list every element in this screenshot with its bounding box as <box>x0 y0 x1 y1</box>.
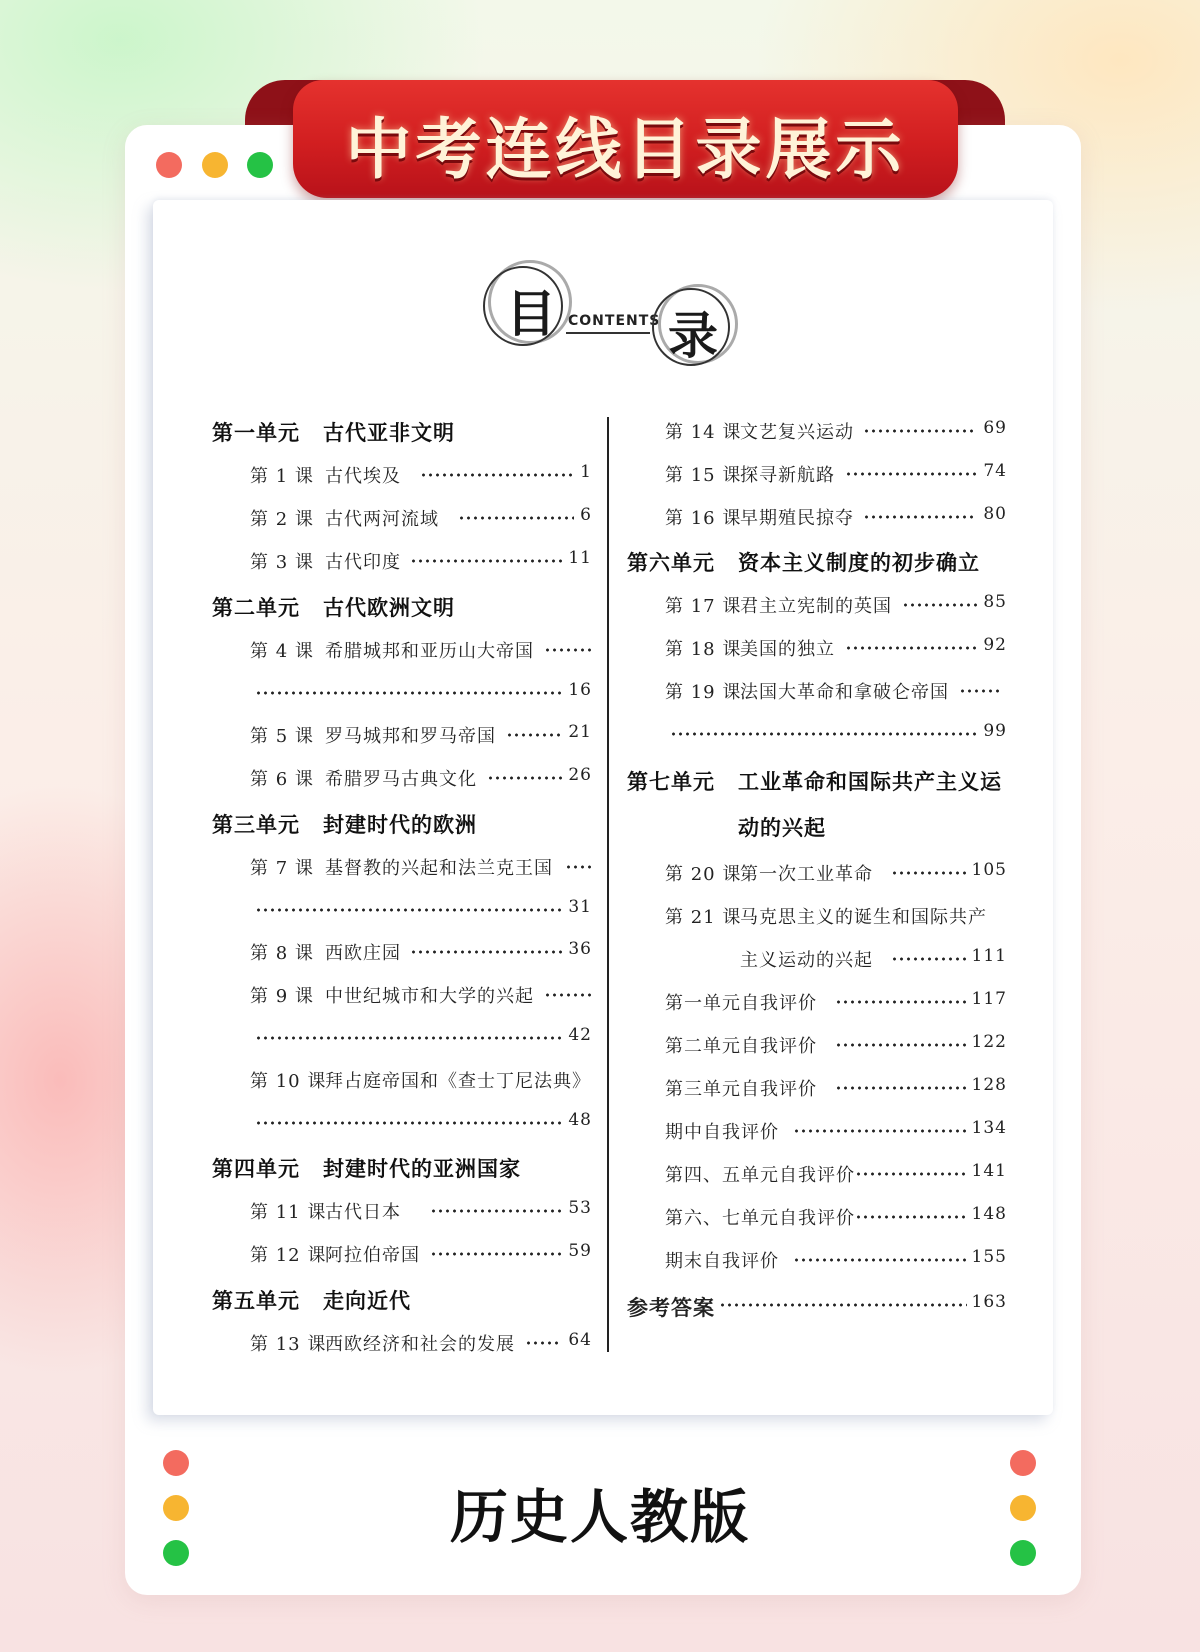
page-number: 1 <box>580 462 592 482</box>
banner-title: 中考连线目录展示 <box>345 111 906 188</box>
unit-label: 第二单元 <box>212 596 300 620</box>
page-number: 117 <box>971 989 1007 1009</box>
logo-char-lu: 录 <box>668 307 718 365</box>
page-number: 105 <box>971 860 1007 880</box>
dot-leader <box>255 908 562 912</box>
unit-title: 走向近代 <box>323 1289 411 1313</box>
lesson-number: 第 17 课 <box>665 596 742 617</box>
unit-label: 第四单元 <box>212 1157 300 1181</box>
logo-char-mu: 目 <box>506 285 556 343</box>
unit-2-heading <box>212 592 455 622</box>
lesson-title: 中世纪城市和大学的兴起 <box>325 986 534 1007</box>
unit-label: 第六单元 <box>627 551 715 575</box>
page-number: 92 <box>983 635 1007 655</box>
dot-leader <box>506 733 562 737</box>
page-number: 42 <box>568 1025 592 1045</box>
unit-title: 封建时代的亚洲国家 <box>323 1157 521 1181</box>
toc-entry-lesson-19-cont[interactable] <box>670 721 1007 747</box>
toc-entry-lesson-4-cont[interactable] <box>255 680 592 706</box>
lesson-number: 第 7 课 <box>250 858 314 879</box>
page-number: 85 <box>983 592 1007 612</box>
eval-title: 期末自我评价 <box>665 1251 779 1272</box>
eval-title: 第二单元自我评价 <box>665 1036 817 1057</box>
toc-entry-eval-1[interactable] <box>665 989 1007 1015</box>
unit-label: 第七单元 <box>627 770 715 794</box>
toc-entry-lesson-19[interactable] <box>665 678 1007 704</box>
toc-entry-answers[interactable] <box>627 1292 1007 1318</box>
dot-leader <box>863 515 977 519</box>
lesson-title: 马克思主义的诞生和国际共产 <box>740 907 987 928</box>
toc-entry-lesson-1[interactable] <box>250 462 592 488</box>
toc-entry-lesson-9-cont[interactable] <box>255 1025 592 1051</box>
dot-leader <box>891 957 967 961</box>
lesson-title: 希腊城邦和亚历山大帝国 <box>325 641 534 662</box>
toc-entry-lesson-8[interactable] <box>250 939 592 965</box>
toc-entry-lesson-3[interactable] <box>250 548 592 574</box>
dot-leader <box>835 1043 967 1047</box>
lesson-title: 文艺复兴运动 <box>740 422 854 443</box>
window-close-dot <box>156 152 182 178</box>
page-number: 122 <box>971 1032 1007 1052</box>
logo-underline <box>566 332 650 334</box>
dot-leader <box>835 1000 967 1004</box>
dot-leader <box>487 776 562 780</box>
toc-entry-midterm[interactable] <box>665 1118 1007 1144</box>
lesson-number: 第 5 课 <box>250 726 314 747</box>
unit-7-heading-cont: 动的兴起 <box>738 816 826 840</box>
eval-title: 第四、五单元自我评价 <box>665 1165 855 1186</box>
page-number: 69 <box>983 418 1007 438</box>
page-number: 134 <box>971 1118 1007 1138</box>
lesson-number: 第 12 课 <box>250 1245 327 1266</box>
lesson-number: 第 10 课 <box>250 1071 327 1092</box>
page-number: 59 <box>568 1241 592 1261</box>
dot-leader <box>544 648 592 652</box>
lesson-title: 古代印度 <box>325 552 401 573</box>
dot-leader <box>855 1172 967 1176</box>
toc-entry-lesson-5[interactable] <box>250 722 592 748</box>
page-number: 99 <box>983 721 1007 741</box>
dot-leader <box>863 429 977 433</box>
lesson-number: 第 20 课 <box>665 864 742 885</box>
lesson-title: 基督教的兴起和法兰克王国 <box>325 858 553 879</box>
unit-title: 古代亚非文明 <box>323 421 455 445</box>
dot-leader <box>793 1129 967 1133</box>
unit-title: 资本主义制度的初步确立 <box>738 551 980 575</box>
eval-title: 第六、七单元自我评价 <box>665 1208 855 1229</box>
lesson-number: 第 4 课 <box>250 641 314 662</box>
dot-leader <box>855 1215 967 1219</box>
unit-5-heading <box>212 1285 411 1315</box>
lesson-title: 古代两河流域 <box>325 509 439 530</box>
lesson-title: 西欧经济和社会的发展 <box>325 1334 515 1355</box>
unit-title: 工业革命和国际共产主义运 <box>738 770 1002 794</box>
toc-entry-lesson-4[interactable] <box>250 637 592 663</box>
lesson-number: 第 9 课 <box>250 986 314 1007</box>
toc-entry-lesson-14[interactable] <box>665 418 1007 444</box>
dot-leader <box>430 1209 562 1213</box>
lesson-title: 古代埃及 <box>325 466 401 487</box>
lesson-title: 早期殖民掠夺 <box>740 508 854 529</box>
lesson-title: 阿拉伯帝国 <box>325 1245 420 1266</box>
lesson-number: 第 16 课 <box>665 508 742 529</box>
toc-entry-lesson-21-cont[interactable] <box>665 946 1007 972</box>
page-number: 80 <box>983 504 1007 524</box>
lesson-title-cont: 主义运动的兴起 <box>740 950 873 971</box>
toc-entry-eval-3[interactable] <box>665 1075 1007 1101</box>
page-number: 155 <box>971 1247 1007 1267</box>
toc-entry-lesson-21[interactable] <box>665 903 1007 929</box>
page-number: 64 <box>568 1330 592 1350</box>
lesson-title: 西欧庄园 <box>325 943 401 964</box>
lesson-number: 第 2 课 <box>250 509 314 530</box>
dot-leader <box>410 950 562 954</box>
toc-entry-lesson-17[interactable] <box>665 592 1007 618</box>
page-number: 163 <box>971 1292 1007 1312</box>
lesson-number: 第 19 课 <box>665 682 742 703</box>
page-number: 128 <box>971 1075 1007 1095</box>
unit-1-heading <box>212 417 455 447</box>
eval-title: 期中自我评价 <box>665 1122 779 1143</box>
page-number: 31 <box>568 897 592 917</box>
dot-leader <box>420 473 574 477</box>
page-number: 6 <box>580 505 592 525</box>
dot-leader <box>845 646 977 650</box>
contents-logo <box>480 260 740 370</box>
lesson-title: 古代日本 <box>325 1202 401 1223</box>
dot-leader <box>719 1303 967 1307</box>
toc-entry-final[interactable] <box>665 1247 1007 1273</box>
toc-entry-lesson-2[interactable] <box>250 505 592 531</box>
toc-entry-lesson-20[interactable] <box>665 860 1007 886</box>
toc-entry-lesson-10-cont[interactable] <box>255 1110 592 1136</box>
eval-title: 第一单元自我评价 <box>665 993 817 1014</box>
page-number: 53 <box>568 1198 592 1218</box>
logo-contents-text: CONTENTS <box>568 313 661 329</box>
unit-label: 第一单元 <box>212 421 300 445</box>
toc-page <box>153 200 1053 1415</box>
lesson-number: 第 21 课 <box>665 907 742 928</box>
page-number: 141 <box>971 1161 1007 1181</box>
page-number: 48 <box>568 1110 592 1130</box>
unit-title: 古代欧洲文明 <box>323 596 455 620</box>
dot-leader <box>458 516 574 520</box>
toc-entry-lesson-7[interactable] <box>250 854 592 880</box>
lesson-number: 第 15 课 <box>665 465 742 486</box>
unit-label: 第五单元 <box>212 1289 300 1313</box>
toc-entry-lesson-16[interactable] <box>665 504 1007 530</box>
unit-title: 封建时代的欧洲 <box>323 813 477 837</box>
toc-entry-eval-6-7[interactable] <box>665 1204 1007 1230</box>
page-number: 36 <box>568 939 592 959</box>
toc-entry-lesson-7-cont[interactable] <box>255 897 592 923</box>
toc-entry-lesson-11[interactable] <box>250 1198 592 1224</box>
dot-leader <box>410 559 562 563</box>
page-number: 16 <box>568 680 592 700</box>
lesson-number: 第 11 课 <box>250 1202 327 1223</box>
unit-4-heading <box>212 1153 521 1183</box>
toc-entry-lesson-10[interactable] <box>250 1067 592 1093</box>
dot-leader <box>255 1036 562 1040</box>
toc-entry-lesson-15[interactable] <box>665 461 1007 487</box>
lesson-number: 第 18 课 <box>665 639 742 660</box>
dot-leader <box>793 1258 967 1262</box>
dot-leader <box>845 472 977 476</box>
eval-title: 第三单元自我评价 <box>665 1079 817 1100</box>
toc-entry-lesson-18[interactable] <box>665 635 1007 661</box>
page-number: 74 <box>983 461 1007 481</box>
window-minimize-dot <box>202 152 228 178</box>
lesson-title: 拜占庭帝国和《查士丁尼法典》 <box>325 1071 591 1092</box>
unit-label: 第三单元 <box>212 813 300 837</box>
toc-entry-lesson-9[interactable] <box>250 982 592 1008</box>
lesson-number: 第 13 课 <box>250 1334 327 1355</box>
title-banner <box>293 80 958 198</box>
lesson-title: 君主立宪制的英国 <box>740 596 892 617</box>
dot-leader <box>255 1121 562 1125</box>
toc-entry-lesson-12[interactable] <box>250 1241 592 1267</box>
lesson-number: 第 1 课 <box>250 466 314 487</box>
dot-leader <box>891 871 967 875</box>
dot-leader <box>902 603 977 607</box>
edition-title: 历史人教版 <box>449 1483 750 1551</box>
page-number: 11 <box>568 548 592 568</box>
dot-leader <box>565 865 592 869</box>
dot-leader <box>255 691 562 695</box>
lesson-title: 探寻新航路 <box>740 465 835 486</box>
toc-entry-eval-4-5[interactable] <box>665 1161 1007 1187</box>
page-number: 111 <box>971 946 1007 966</box>
lesson-title: 法国大革命和拿破仑帝国 <box>740 682 949 703</box>
unit-3-heading <box>212 809 477 839</box>
column-divider <box>607 417 609 1352</box>
toc-entry-eval-2[interactable] <box>665 1032 1007 1058</box>
toc-entry-lesson-6[interactable] <box>250 765 592 791</box>
lesson-title: 美国的独立 <box>740 639 835 660</box>
lesson-number: 第 6 课 <box>250 769 314 790</box>
page-number: 148 <box>971 1204 1007 1224</box>
unit-6-heading <box>627 547 980 577</box>
dot-leader <box>430 1252 562 1256</box>
page-number: 21 <box>568 722 592 742</box>
lesson-title: 罗马城邦和罗马帝国 <box>325 726 496 747</box>
unit-7-heading <box>627 766 1002 796</box>
lesson-number: 第 3 课 <box>250 552 314 573</box>
lesson-title: 第一次工业革命 <box>740 864 873 885</box>
dot-leader <box>670 732 977 736</box>
lesson-number: 第 8 课 <box>250 943 314 964</box>
dot-leader <box>544 993 592 997</box>
lesson-title: 希腊罗马古典文化 <box>325 769 477 790</box>
window-maximize-dot <box>247 152 273 178</box>
lesson-number: 第 14 课 <box>665 422 742 443</box>
answers-title: 参考答案 <box>627 1296 715 1320</box>
dot-leader <box>835 1086 967 1090</box>
dot-leader <box>959 689 999 693</box>
page-number: 26 <box>568 765 592 785</box>
toc-entry-lesson-13[interactable] <box>250 1330 592 1356</box>
dot-leader <box>525 1341 562 1345</box>
